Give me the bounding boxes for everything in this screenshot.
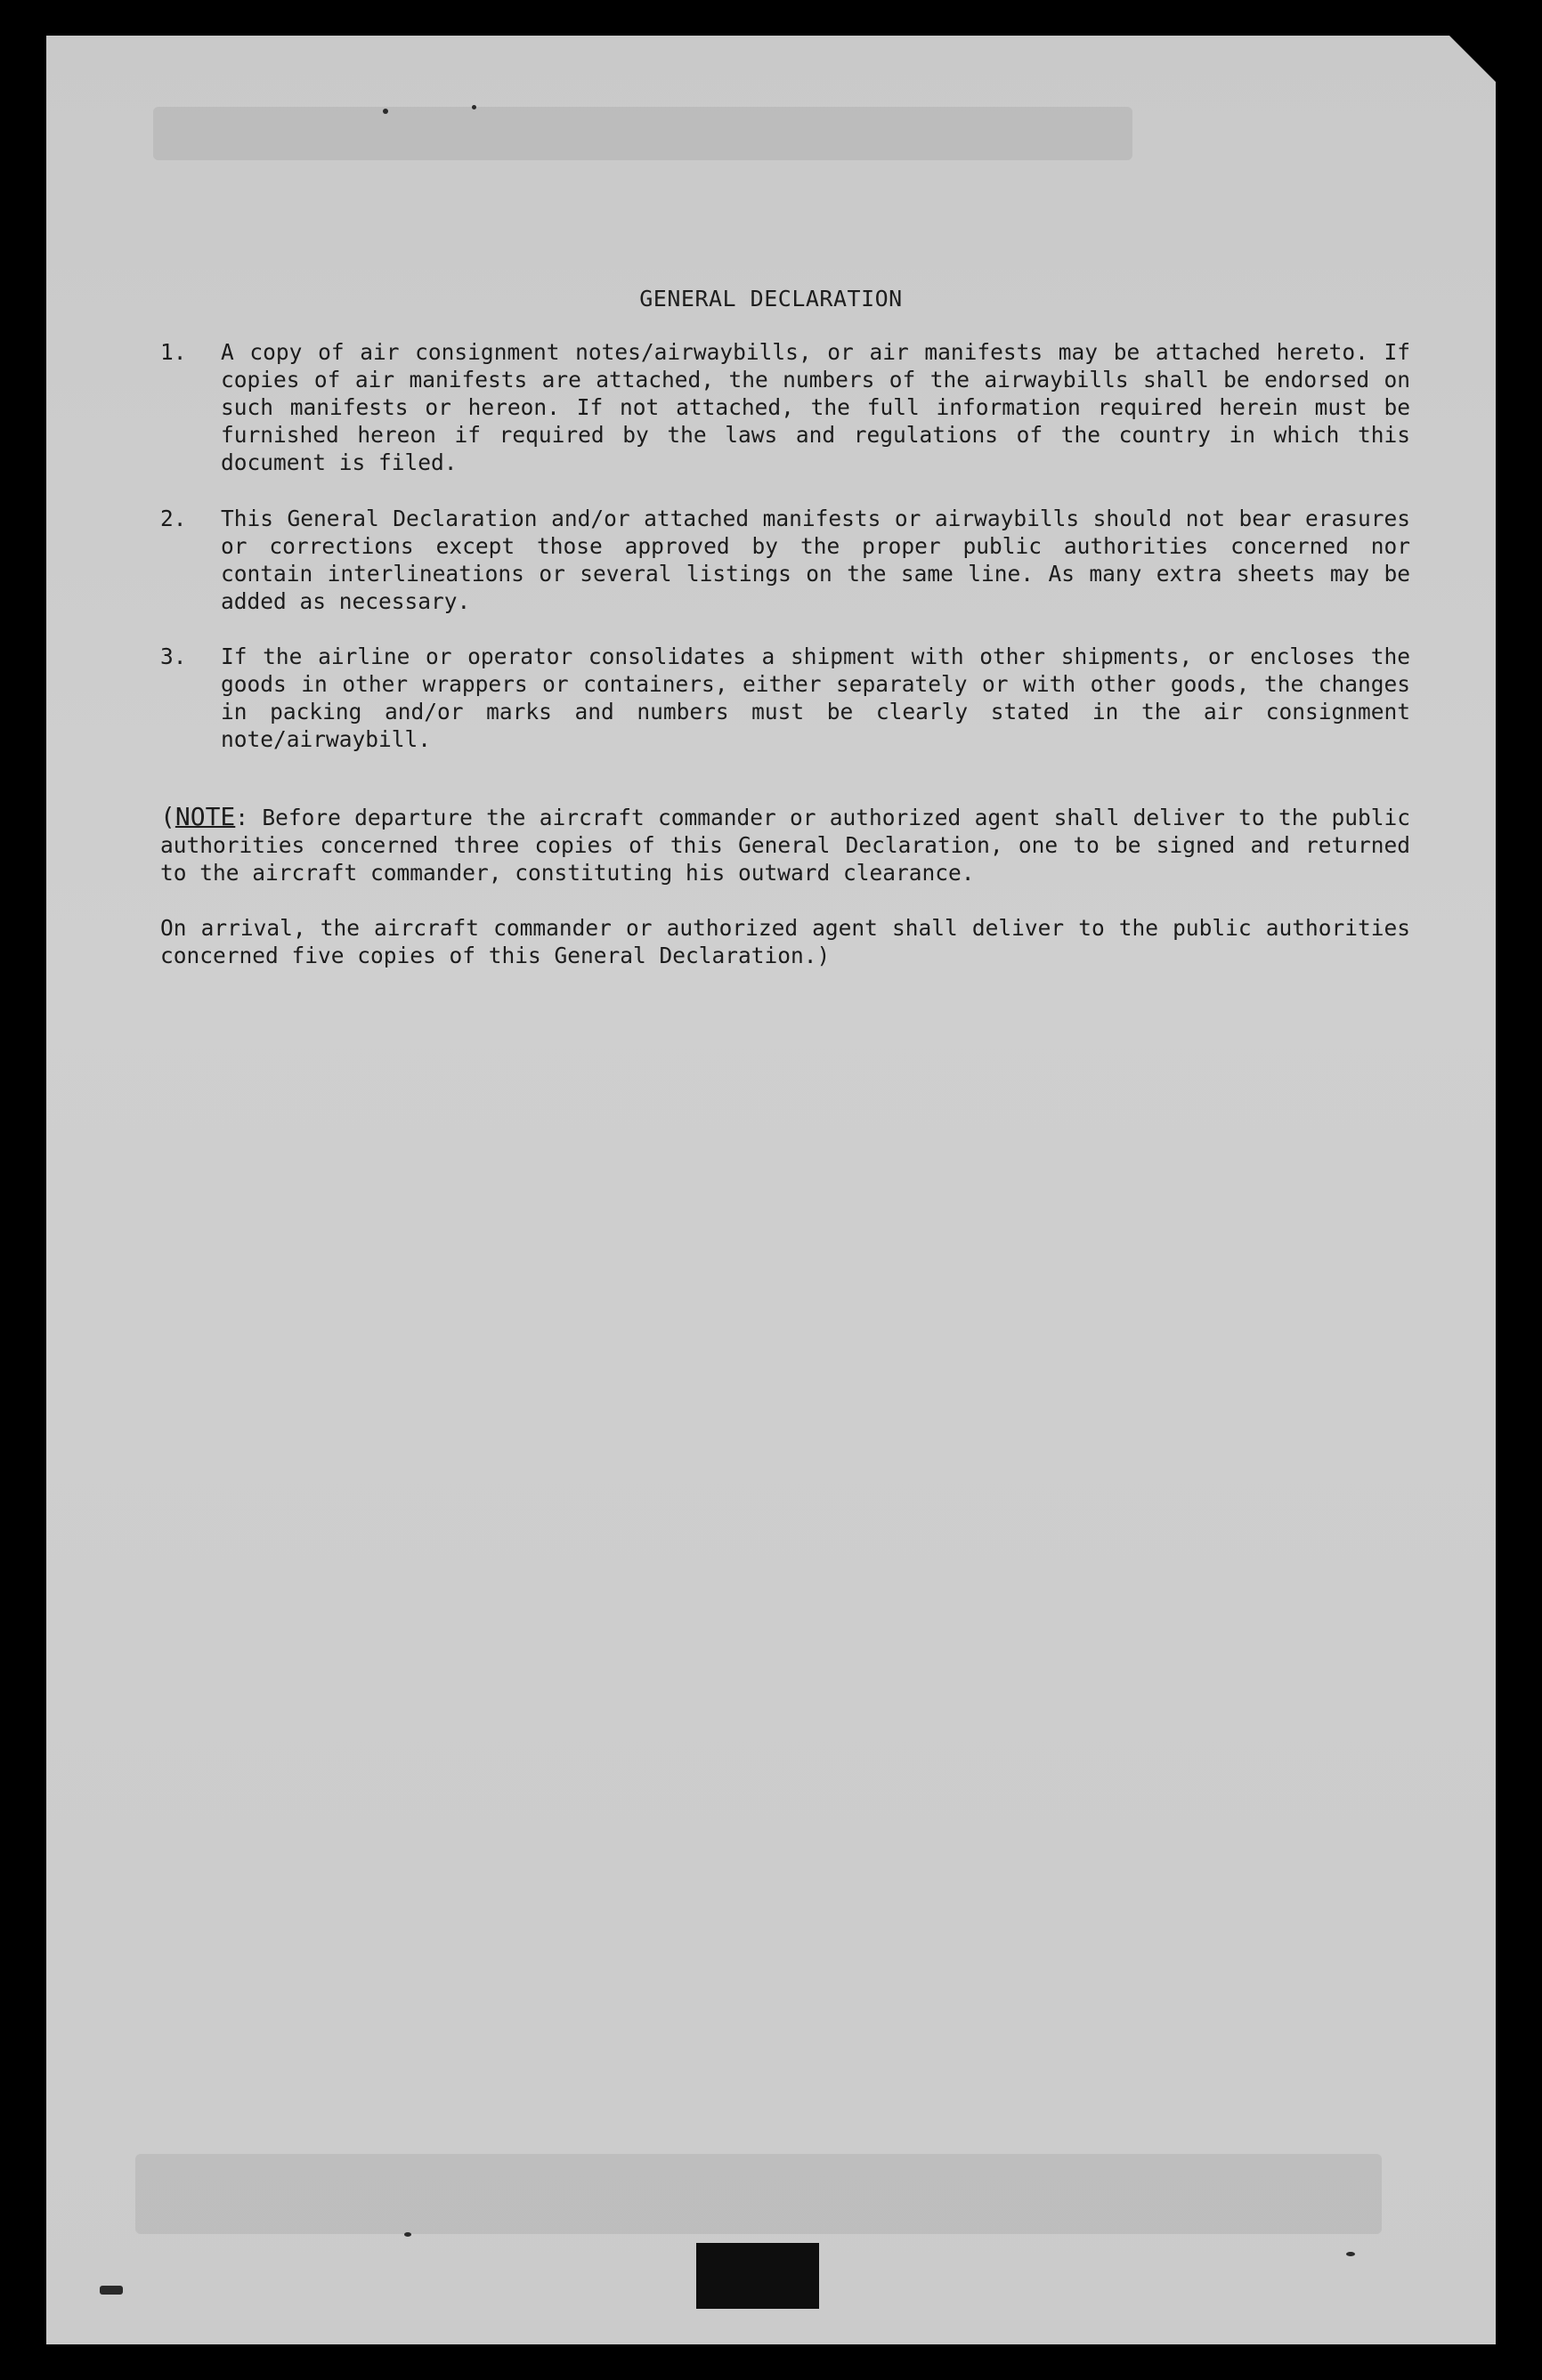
- list-item: [160, 505, 1410, 615]
- speck: [1346, 2252, 1355, 2256]
- document-page: [46, 36, 1496, 2344]
- item-number: 3.: [160, 644, 187, 669]
- item-text: This General Declaration and/or attached manifests or airwaybills should not bear erasures or corrections except those approved by the proper public authorities concerned nor contain interlineations or several listings on the same line. As many extra sheets may be added as necessary.: [221, 506, 1410, 614]
- bleed-through-mark: [153, 107, 1132, 160]
- binding-tab: [696, 2243, 819, 2309]
- speck: [404, 2232, 411, 2237]
- item-number: 1.: [160, 339, 187, 365]
- speck: [472, 105, 476, 109]
- note-colon: :: [235, 805, 249, 830]
- note-label: NOTE: [174, 802, 236, 831]
- note-open-paren: (: [160, 802, 175, 831]
- item-text: If the airline or operator consolidates a shipment with other shipments, or encloses the goods in other wrappers or containers, either separately or with other goods, the changes in packing and/or marks and numbers must be clearly stated in the air consignment note/airwaybill.: [221, 644, 1410, 752]
- speck: [100, 2286, 123, 2295]
- page-title: GENERAL DECLARATION: [639, 286, 903, 312]
- item-text: A copy of air consignment notes/airwaybills, or air manifests may be attached hereto. If copies of air manifests are attached, the numbers of the airwaybills shall be endorsed on such manifests or hereon. If not attached, the full information required herein must be furnished hereon if required by the laws and regulations of the country in which this document is filed.: [221, 339, 1410, 475]
- list-item: [160, 338, 1410, 476]
- speck: [383, 109, 388, 114]
- folded-corner: [1449, 36, 1496, 82]
- bleed-through-mark: [135, 2154, 1382, 2234]
- note-text: Before departure the aircraft commander or authorized agent shall deliver to the public authorities concerned three copies of this General Declaration, one to be signed and returned to the aircraft commander, constituting his outward clearance.: [160, 805, 1410, 886]
- item-number: 2.: [160, 506, 187, 531]
- departure-note: [160, 803, 1410, 886]
- arrival-note: On arrival, the aircraft commander or authorized agent shall deliver to the public authorities concerned five copies of this General Declaration.): [160, 915, 1410, 968]
- list-item: [160, 643, 1410, 753]
